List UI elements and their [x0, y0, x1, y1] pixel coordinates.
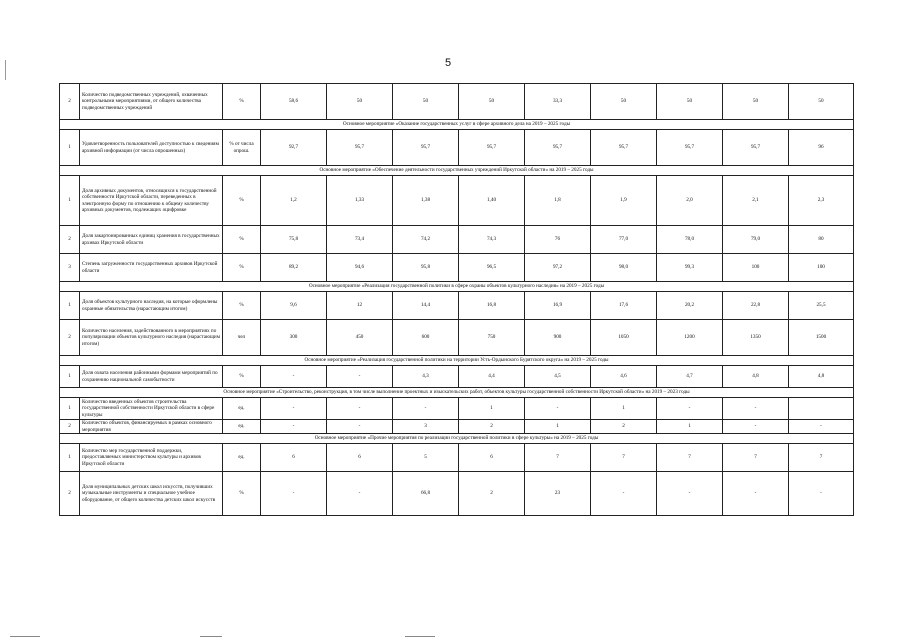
- value-cell: -: [327, 472, 393, 516]
- scan-bottom-mark: [10, 636, 40, 637]
- value-cell: 1350: [723, 320, 789, 356]
- value-cell: 99,3: [657, 254, 723, 282]
- value-cell: [789, 398, 854, 420]
- value-cell: 1200: [657, 320, 723, 356]
- table-row: [60, 444, 854, 472]
- row-number: 1: [60, 444, 80, 472]
- value-cell: 50: [393, 84, 459, 120]
- table-row: [60, 366, 854, 388]
- value-cell: 75,8: [261, 226, 327, 254]
- indicator-description: Количество мер государственной поддержки, предоставляемых министерством культуры и архивов Иркутской области: [80, 444, 223, 472]
- value-cell: -: [723, 398, 789, 420]
- section-row: [60, 120, 854, 130]
- unit-cell: %: [223, 176, 261, 226]
- value-cell: 1,9: [591, 176, 657, 226]
- value-cell: 50: [459, 84, 525, 120]
- value-cell: -: [525, 398, 591, 420]
- value-cell: 2,3: [789, 176, 854, 226]
- value-cell: 3: [393, 420, 459, 434]
- value-cell: 96: [789, 130, 854, 166]
- value-cell: 76: [525, 226, 591, 254]
- unit-cell: ед.: [223, 420, 261, 434]
- value-cell: 50: [723, 84, 789, 120]
- row-number: 1: [60, 176, 80, 226]
- value-cell: 2: [459, 472, 525, 516]
- value-cell: 6: [459, 444, 525, 472]
- value-cell: 1: [525, 420, 591, 434]
- value-cell: 7: [525, 444, 591, 472]
- section-row: [60, 282, 854, 292]
- value-cell: 89,2: [261, 254, 327, 282]
- value-cell: 78,0: [657, 226, 723, 254]
- scan-edge-mark: [5, 60, 6, 80]
- value-cell: 20,2: [657, 292, 723, 320]
- value-cell: 50: [789, 84, 854, 120]
- row-number: 2: [60, 84, 80, 120]
- value-cell: -: [327, 398, 393, 420]
- value-cell: 1500: [789, 320, 854, 356]
- value-cell: 1,33: [327, 176, 393, 226]
- section-title: Основное мероприятие «Обеспечение деятельности государственных учреждений Иркутской области» на 2019 – 2025 годы: [60, 166, 854, 176]
- value-cell: 14,4: [393, 292, 459, 320]
- value-cell: -: [789, 472, 854, 516]
- unit-cell: % от числа опрош.: [223, 130, 261, 166]
- indicator-description: Доля объектов культурного наследия, на которые оформлены охранные обязательства (нарастающим итогом): [80, 292, 223, 320]
- value-cell: 96,5: [459, 254, 525, 282]
- value-cell: 95,7: [723, 130, 789, 166]
- value-cell: 4,8: [789, 366, 854, 388]
- value-cell: 6: [327, 444, 393, 472]
- value-cell: 900: [525, 320, 591, 356]
- value-cell: 95,7: [591, 130, 657, 166]
- row-number: 1: [60, 398, 80, 420]
- value-cell: 16,9: [525, 292, 591, 320]
- value-cell: 58,6: [261, 84, 327, 120]
- value-cell: 7: [657, 444, 723, 472]
- unit-cell: %: [223, 292, 261, 320]
- value-cell: 74,3: [459, 226, 525, 254]
- table-row: [60, 292, 854, 320]
- indicator-description: Количество подведомственных учреждений, охваченных контрольными мероприятиями, от общего количества подведомственных учреждений: [80, 84, 223, 120]
- row-number: 1: [60, 366, 80, 388]
- value-cell: 95,7: [327, 130, 393, 166]
- value-cell: 5: [393, 444, 459, 472]
- value-cell: 1050: [591, 320, 657, 356]
- row-number: 2: [60, 420, 80, 434]
- row-number: 2: [60, 226, 80, 254]
- row-number: 2: [60, 320, 80, 356]
- value-cell: 50: [327, 84, 393, 120]
- table-row: [60, 398, 854, 420]
- indicator-description: Доля закартонированных единиц хранения в государственных архивах Иркутской области: [80, 226, 223, 254]
- value-cell: -: [657, 398, 723, 420]
- value-cell: 7: [723, 444, 789, 472]
- value-cell: 1,38: [393, 176, 459, 226]
- value-cell: 33,3: [525, 84, 591, 120]
- value-cell: 16,8: [459, 292, 525, 320]
- value-cell: -: [591, 472, 657, 516]
- value-cell: 4,3: [393, 366, 459, 388]
- unit-cell: чел: [223, 320, 261, 356]
- value-cell: 50: [591, 84, 657, 120]
- indicator-description: Степень загруженности государственных архивов Иркутской области: [80, 254, 223, 282]
- table-row: [60, 130, 854, 166]
- value-cell: 2,1: [723, 176, 789, 226]
- value-cell: 100: [789, 254, 854, 282]
- unit-cell: ед.: [223, 444, 261, 472]
- table-row: [60, 254, 854, 282]
- value-cell: 1,8: [525, 176, 591, 226]
- value-cell: 95,7: [657, 130, 723, 166]
- value-cell: 95,8: [393, 254, 459, 282]
- value-cell: 95,7: [393, 130, 459, 166]
- value-cell: -: [789, 420, 854, 434]
- row-number: 3: [60, 254, 80, 282]
- row-number: 2: [60, 472, 80, 516]
- table-row: [60, 472, 854, 516]
- unit-cell: ед.: [223, 398, 261, 420]
- value-cell: 2: [591, 420, 657, 434]
- value-cell: 1,2: [261, 176, 327, 226]
- table-row: [60, 84, 854, 120]
- unit-cell: %: [223, 366, 261, 388]
- unit-cell: %: [223, 254, 261, 282]
- table-row: [60, 420, 854, 434]
- indicator-description: Доля муниципальных детских школ искусств, получивших музыкальные инструменты и специальное учебное оборудование, от общего количества детских школ искусств: [80, 472, 223, 516]
- value-cell: 23: [525, 472, 591, 516]
- indicator-description: Доля архивных документов, относящихся к государственной собственности Иркутской области, переведенных в электронную форму по отношению к общему количеству архивных документов, подлежащих оцифровке: [80, 176, 223, 226]
- value-cell: 1,40: [459, 176, 525, 226]
- value-cell: 6: [261, 444, 327, 472]
- section-title: Основное мероприятие «Строительство, реконструкция, в том числе выполнение проектных и изыскательских работ, объектов культуры государственной собственности Иркутской области» на 2019 – 2023 годы: [60, 388, 854, 398]
- value-cell: 300: [261, 320, 327, 356]
- value-cell: 750: [459, 320, 525, 356]
- value-cell: 9,6: [261, 292, 327, 320]
- value-cell: 2: [459, 420, 525, 434]
- value-cell: 97,2: [525, 254, 591, 282]
- value-cell: 80: [789, 226, 854, 254]
- table-row: [60, 320, 854, 356]
- value-cell: 17,6: [591, 292, 657, 320]
- section-row: [60, 434, 854, 444]
- value-cell: 4,4: [459, 366, 525, 388]
- indicator-description: Доля охвата населения районными формами мероприятий по сохранению национальной самобытности: [80, 366, 223, 388]
- value-cell: -: [723, 472, 789, 516]
- value-cell: 98,0: [591, 254, 657, 282]
- value-cell: 7: [591, 444, 657, 472]
- value-cell: -: [723, 420, 789, 434]
- value-cell: -: [327, 366, 393, 388]
- page-number: 5: [445, 57, 452, 69]
- value-cell: 25,5: [789, 292, 854, 320]
- value-cell: 50: [657, 84, 723, 120]
- indicator-description: Удовлетворенность пользователей доступностью к сведениям архивной информации (от числа опрошенных): [80, 130, 223, 166]
- value-cell: 7: [789, 444, 854, 472]
- section-title: Основное мероприятие «Прочие мероприятия по реализации государственной политики в сфере культуры» на 2019 – 2025 годы: [60, 434, 854, 444]
- value-cell: 1: [657, 420, 723, 434]
- unit-cell: %: [223, 226, 261, 254]
- value-cell: 4,6: [591, 366, 657, 388]
- section-row: [60, 166, 854, 176]
- table-row: [60, 226, 854, 254]
- value-cell: -: [657, 472, 723, 516]
- section-title: Основное мероприятие «Реализация государственной политики в сфере охраны объектов культурного наследия» на 2019 – 2025 годы: [60, 282, 854, 292]
- table-body: [60, 84, 854, 516]
- value-cell: 73,4: [327, 226, 393, 254]
- row-number: 1: [60, 292, 80, 320]
- indicator-description: Количество объектов, финансируемых в рамках основного мероприятия: [80, 420, 223, 434]
- value-cell: -: [261, 472, 327, 516]
- section-row: [60, 388, 854, 398]
- value-cell: 92,7: [261, 130, 327, 166]
- value-cell: 95,7: [459, 130, 525, 166]
- value-cell: 2,0: [657, 176, 723, 226]
- value-cell: 95,7: [525, 130, 591, 166]
- indicator-description: Количество населения, задействованного в мероприятиях по популяризации объектов культурного наследия (нарастающим итогом): [80, 320, 223, 356]
- value-cell: -: [261, 366, 327, 388]
- value-cell: 94,6: [327, 254, 393, 282]
- value-cell: -: [327, 420, 393, 434]
- value-cell: 79,0: [723, 226, 789, 254]
- value-cell: -: [261, 398, 327, 420]
- value-cell: 77,0: [591, 226, 657, 254]
- row-number: 1: [60, 130, 80, 166]
- indicators-table: [59, 83, 854, 516]
- value-cell: -: [261, 420, 327, 434]
- value-cell: 4,8: [723, 366, 789, 388]
- value-cell: 600: [393, 320, 459, 356]
- value-cell: 100: [723, 254, 789, 282]
- table-row: [60, 176, 854, 226]
- value-cell: 1: [591, 398, 657, 420]
- section-title: Основное мероприятие «Реализация государственной политики на территории Усть-Ордынского Бурятского округа» на 2019 – 2025 годы: [60, 356, 854, 366]
- indicator-description: Количество введенных объектов строительства государственной собственности Иркутской области в сфере культуры: [80, 398, 223, 420]
- value-cell: 4,7: [657, 366, 723, 388]
- value-cell: 1: [459, 398, 525, 420]
- value-cell: 22,8: [723, 292, 789, 320]
- value-cell: 12: [327, 292, 393, 320]
- unit-cell: %: [223, 84, 261, 120]
- value-cell: -: [393, 398, 459, 420]
- value-cell: 74,2: [393, 226, 459, 254]
- value-cell: 450: [327, 320, 393, 356]
- value-cell: 4,5: [525, 366, 591, 388]
- scan-bottom-mark: [405, 636, 435, 637]
- value-cell: 66,8: [393, 472, 459, 516]
- scan-bottom-mark: [200, 636, 222, 637]
- section-row: [60, 356, 854, 366]
- section-title: Основное мероприятие «Оказание государственных услуг в сфере архивного дела на 2019 – 2025 годы: [60, 120, 854, 130]
- unit-cell: %: [223, 472, 261, 516]
